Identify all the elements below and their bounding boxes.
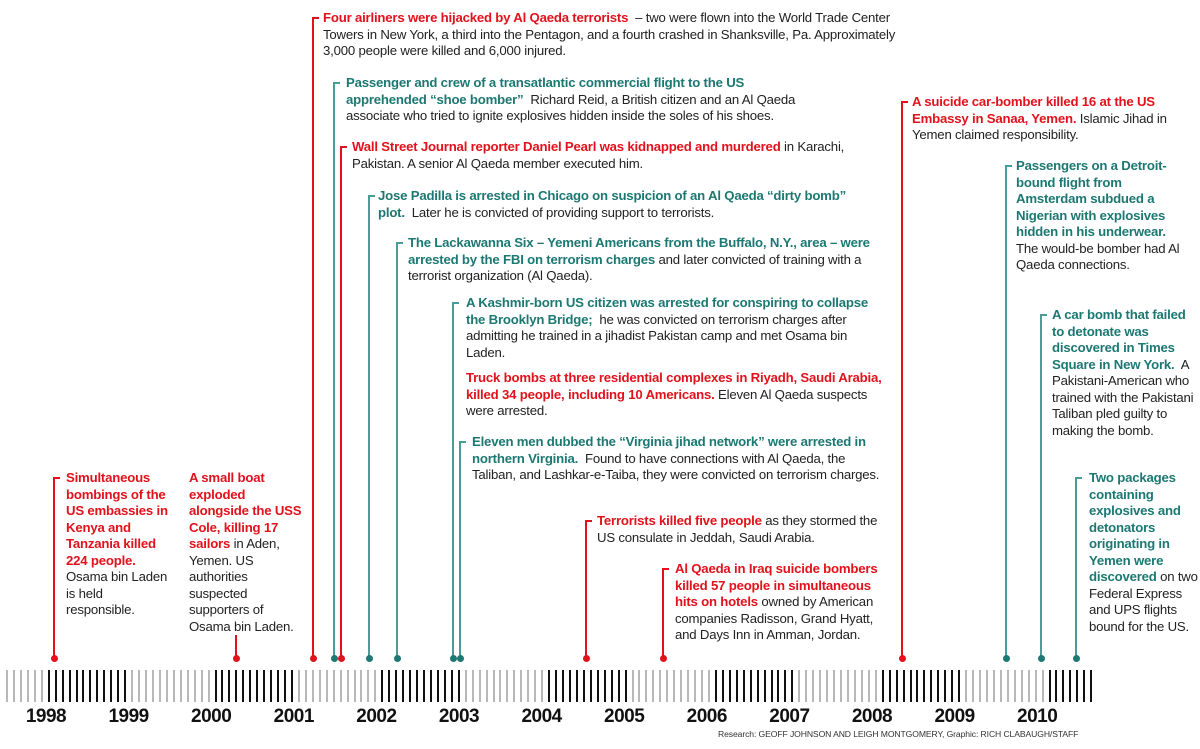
timeline-tick: [173, 670, 175, 702]
timeline-tick: [472, 670, 474, 702]
timeline-tick: [298, 670, 300, 702]
timeline-tick: [187, 670, 189, 702]
connector-line: [396, 242, 398, 661]
year-label: 2001: [273, 706, 314, 727]
timeline-tick: [409, 670, 411, 702]
timeline-tick: [326, 670, 328, 702]
timeline-tick: [13, 670, 15, 702]
timeline-tick: [381, 670, 383, 702]
event-body: Islamic Jihad in Yemen claimed responsibility.: [912, 110, 1167, 142]
timeline-tick: [208, 670, 210, 702]
timeline-tick: [743, 670, 745, 702]
timeline-tick: [979, 670, 981, 702]
timeline-tick: [506, 670, 508, 702]
event-body: A Pakistani-American who trained with the Pakistani Taliban pled guilty to making the bomb.: [1052, 356, 1194, 438]
timeline-tick: [771, 670, 773, 702]
timeline-tick: [499, 670, 501, 702]
timeline-tick: [235, 670, 237, 702]
year-label: 2006: [686, 706, 727, 727]
timeline-tick: [486, 670, 488, 702]
connector-bracket: [452, 302, 459, 304]
event-headline: A suicide car-bomber killed 16 at the US Embassy in Sanaa, Yemen.: [912, 94, 1155, 126]
timeline-tick: [34, 670, 36, 702]
connector-line: [452, 302, 454, 661]
event-headline: Two packages containing explosives and detonators originating in Yemen were discovered: [1089, 470, 1181, 584]
timeline-tick: [659, 670, 661, 702]
event-marker-dot: [1073, 655, 1080, 662]
event-amman-2005: [675, 561, 885, 644]
year-label: 2008: [851, 706, 893, 727]
connector-line: [340, 146, 342, 661]
timeline-tick: [576, 670, 578, 702]
event-headline: Wall Street Journal reporter Daniel Pearl was kidnapped and murdered: [352, 139, 781, 154]
timeline-tick: [27, 670, 29, 702]
timeline-tick: [534, 670, 536, 702]
year-label: 2005: [604, 706, 645, 727]
event-lackawanna-2002: [408, 235, 874, 285]
event-sept-11-2001: [323, 10, 903, 60]
timeline-tick: [583, 670, 585, 702]
timeline-tick: [791, 670, 793, 702]
event-marker-dot: [450, 655, 457, 662]
event-headline: Al Qaeda in Iraq suicide bombers killed 57 people in simultaneous hits on hotels: [675, 561, 878, 609]
year-label: 2003: [438, 706, 480, 727]
year-label: 2000: [191, 706, 232, 727]
timeline-tick: [103, 670, 105, 702]
event-times-square-2010: [1052, 307, 1197, 439]
timeline-tick: [673, 670, 675, 702]
timeline-tick: [1014, 670, 1016, 702]
event-headline: Passengers on a Detroit-bound flight from Amsterdam subdued a Nigerian with explosives hidden in his underwear.: [1016, 158, 1167, 239]
timeline-tick: [367, 670, 369, 702]
timeline-tick: [20, 670, 22, 702]
year-label: 2002: [356, 706, 397, 727]
timeline-tick: [493, 670, 495, 702]
timeline-tick: [1007, 670, 1009, 702]
year-label: 1998: [25, 706, 67, 727]
timeline-tick: [930, 670, 932, 702]
connector-line: [333, 82, 335, 661]
timeline-tick: [562, 670, 564, 702]
timeline-tick: [291, 670, 293, 702]
event-headline: A small boat exploded alongside the USS Cole, killing 17 sailors: [189, 470, 302, 551]
timeline-tick: [868, 670, 870, 702]
timeline-tick: [903, 670, 905, 702]
timeline-tick: [1028, 670, 1030, 702]
event-body: The would-be bomber had Al Qaeda connections.: [1016, 240, 1180, 272]
event-headline: A Kashmir-born US citizen was arrested for conspiring to collapse the Brooklyn Bridge;: [466, 295, 869, 327]
event-sanaa-2008: [912, 94, 1172, 144]
connector-bracket: [396, 242, 403, 244]
timeline-tick: [124, 670, 126, 702]
event-marker-dot: [233, 655, 240, 662]
connector-line: [53, 477, 55, 661]
timeline-tick: [312, 670, 314, 702]
timeline-tick: [340, 670, 342, 702]
timeline-tick: [638, 670, 640, 702]
event-marker-dot: [1003, 655, 1010, 662]
timeline-tick: [242, 670, 244, 702]
timeline-tick: [882, 670, 884, 702]
timeline-tick: [1021, 670, 1023, 702]
timeline-tick: [159, 670, 161, 702]
year-label: 2010: [1017, 706, 1058, 727]
event-headline: The Lackawanna Six – Yemeni Americans from the Buffalo, N.Y., area – were arrested by the FBI on terrorism charges: [408, 235, 870, 267]
connector-bracket: [1040, 314, 1047, 316]
timeline-tick: [680, 670, 682, 702]
event-marker-dot: [394, 655, 401, 662]
event-body: and later convicted of training with a terrorist organization (Al Qaeda).: [408, 251, 862, 283]
event-marker-dot: [583, 655, 590, 662]
timeline-tick: [354, 670, 356, 702]
timeline-tick: [937, 670, 939, 702]
event-body: Later he is convicted of providing support to terrorists.: [411, 204, 715, 220]
timeline-tick: [1062, 670, 1064, 702]
timeline-tick: [270, 670, 272, 702]
timeline-tick: [152, 670, 154, 702]
event-marker-dot: [1038, 655, 1045, 662]
timeline-tick: [256, 670, 258, 702]
timeline-tick: [889, 670, 891, 702]
timeline-tick: [395, 670, 397, 702]
timeline-tick: [805, 670, 807, 702]
event-body: – two were flown into the World Trade Center Towers in New York, a third into the Pentagon, and a fourth crashed in Shanksville, Pa. Approximately 3,000 people were killed and 6,000 injured.: [323, 10, 896, 58]
event-body: in Karachi, Pakistan. A senior Al Qaeda member executed him.: [352, 139, 845, 171]
connector-line: [1040, 314, 1042, 661]
timeline-tick: [819, 670, 821, 702]
timeline-tick: [62, 670, 64, 702]
timeline-tick: [180, 670, 182, 702]
timeline-tick: [750, 670, 752, 702]
event-brooklyn-bridge-2003: [466, 295, 886, 361]
timeline-tick: [388, 670, 390, 702]
timeline-tick: [6, 670, 8, 702]
timeline-tick: [993, 670, 995, 702]
timeline-tick: [694, 670, 696, 702]
timeline-tick: [55, 670, 57, 702]
connector-bracket: [1075, 477, 1082, 479]
connector-line: [1075, 477, 1077, 661]
timeline-tick: [708, 670, 710, 702]
timeline-tick: [423, 670, 425, 702]
event-marker-dot: [899, 655, 906, 662]
timeline-tick: [96, 670, 98, 702]
timeline-tick: [701, 670, 703, 702]
event-padilla-2002: [378, 188, 848, 221]
timeline-tick: [82, 670, 84, 702]
timeline-tick: [764, 670, 766, 702]
connector-line: [662, 568, 664, 661]
timeline-tick: [687, 670, 689, 702]
timeline-tick: [305, 670, 307, 702]
timeline-tick: [1090, 670, 1092, 702]
timeline-tick: [513, 670, 515, 702]
connector-bracket: [1005, 165, 1012, 167]
timeline-tick: [541, 670, 543, 702]
connector-bracket: [459, 441, 466, 443]
timeline-tick: [221, 670, 223, 702]
event-body: Eleven Al Qaeda suspects were arrested.: [466, 386, 868, 418]
timeline-tick: [416, 670, 418, 702]
event-marker-dot: [51, 655, 58, 662]
event-detroit-2009: [1016, 158, 1186, 274]
timeline-tick: [729, 670, 731, 702]
year-label: 2004: [521, 706, 562, 727]
timeline-tick: [1042, 670, 1044, 702]
timeline-tick: [263, 670, 265, 702]
timeline-tick: [666, 670, 668, 702]
timeline-tick: [597, 670, 599, 702]
timeline-tick: [527, 670, 529, 702]
event-headline: Passenger and crew of a transatlantic commercial flight to the US apprehended “shoe bomber”: [346, 75, 745, 107]
timeline-tick: [444, 670, 446, 702]
timeline-tick: [402, 670, 404, 702]
timeline-tick: [826, 670, 828, 702]
timeline-tick: [923, 670, 925, 702]
timeline-tick: [194, 670, 196, 702]
timeline-tick: [1049, 670, 1051, 702]
event-marker-dot: [660, 655, 667, 662]
timeline-tick: [618, 670, 620, 702]
timeline-tick: [117, 670, 119, 702]
timeline-tick: [715, 670, 717, 702]
event-body: owned by American companies Radisson, Grand Hyatt, and Days Inn in Amman, Jordan.: [675, 594, 874, 642]
timeline-tick: [833, 670, 835, 702]
connector-bracket: [312, 17, 319, 19]
connector-bracket: [53, 477, 60, 479]
timeline-tick: [277, 670, 279, 702]
timeline-tick: [847, 670, 849, 702]
year-label: 2009: [934, 706, 975, 727]
event-headline: Four airliners were hijacked by Al Qaeda terrorists: [323, 10, 629, 25]
event-body: Richard Reid, a British citizen and an Al Qaeda associate who tried to ignite explosives hidden inside the soles of his shoes.: [346, 91, 796, 123]
timeline-tick: [555, 670, 557, 702]
timeline-tick: [854, 670, 856, 702]
event-body: in Aden, Yemen. US authorities suspected supporters of Osama bin Laden.: [189, 536, 294, 634]
event-headline: Simultaneous bombings of the US embassies in Kenya and Tanzania killed 224 people.: [66, 470, 168, 568]
event-headline: Jose Padilla is arrested in Chicago on suspicion of an Al Qaeda “dirty bomb” plot.: [378, 188, 846, 220]
timeline-tick: [1069, 670, 1071, 702]
timeline-tick: [48, 670, 50, 702]
timeline-tick: [1035, 670, 1037, 702]
timeline-tick: [465, 670, 467, 702]
timeline-tick: [131, 670, 133, 702]
timeline-tick: [69, 670, 71, 702]
connector-bracket: [333, 82, 340, 84]
timeline-tick: [958, 670, 960, 702]
timeline-tick: [138, 670, 140, 702]
event-packages-2010: [1089, 470, 1199, 635]
timeline-tick: [319, 670, 321, 702]
timeline-tick: [1000, 670, 1002, 702]
connector-bracket: [585, 520, 592, 522]
year-label: 2007: [769, 706, 810, 727]
event-daniel-pearl-2002: [352, 139, 852, 172]
timeline-tick: [604, 670, 606, 702]
timeline-tick: [875, 670, 877, 702]
credit-line: Research: GEOFF JOHNSON AND LEIGH MONTGOMERY, Graphic: RICH CLABAUGH/STAFF: [718, 729, 1079, 739]
connector-line: [901, 101, 903, 661]
event-headline: Truck bombs at three residential complexes in Riyadh, Saudi Arabia, killed 34 people, including 10 Americans.: [466, 370, 882, 402]
event-body: Osama bin Laden is held responsible.: [66, 569, 168, 617]
event-body: Found to have connections with Al Qaeda, the Taliban, and Lashkar-e-Taiba, they were convicted on terrorism charges.: [472, 450, 880, 482]
connector-bracket: [340, 146, 347, 148]
timeline-tick: [374, 670, 376, 702]
timeline-tick: [437, 670, 439, 702]
timeline-tick: [944, 670, 946, 702]
timeline-tick: [145, 670, 147, 702]
connector-bracket: [662, 568, 669, 570]
event-uss-cole-2000: [189, 470, 307, 635]
timeline-tick: [166, 670, 168, 702]
connector-line: [1005, 165, 1007, 661]
event-jeddah-2004: [597, 513, 897, 546]
timeline-tick: [451, 670, 453, 702]
connector-line: [585, 520, 587, 661]
timeline-tick: [986, 670, 988, 702]
timeline-tick: [41, 670, 43, 702]
connector-line: [368, 195, 370, 661]
timeline-tick: [569, 670, 571, 702]
connector-line: [312, 17, 314, 661]
timeline-tick: [840, 670, 842, 702]
timeline-tick: [812, 670, 814, 702]
timeline-tick: [76, 670, 78, 702]
timeline-tick: [1083, 670, 1085, 702]
connector-bracket: [901, 101, 908, 103]
timeline-tick: [910, 670, 912, 702]
timeline-tick: [916, 670, 918, 702]
timeline-tick: [645, 670, 647, 702]
timeline-tick: [333, 670, 335, 702]
timeline-tick: [284, 670, 286, 702]
timeline-tick: [784, 670, 786, 702]
event-body: as they stormed the US consulate in Jeddah, Saudi Arabia.: [597, 513, 878, 545]
timeline-tick: [520, 670, 522, 702]
timeline-tick: [1076, 670, 1078, 702]
timeline-tick: [972, 670, 974, 702]
timeline-tick: [590, 670, 592, 702]
timeline-tick: [110, 670, 112, 702]
event-shoe-bomber-2001: [346, 75, 806, 125]
event-marker-dot: [366, 655, 373, 662]
timeline-tick: [360, 670, 362, 702]
timeline-tick: [430, 670, 432, 702]
timeline-tick: [625, 670, 627, 702]
timeline-tick: [1055, 670, 1057, 702]
event-headline: Eleven men dubbed the “Virginia jihad network” were arrested in northern Virginia.: [472, 434, 866, 466]
timeline-tick: [201, 670, 203, 702]
timeline-tick: [458, 670, 460, 702]
timeline-tick: [479, 670, 481, 702]
timeline-tick: [611, 670, 613, 702]
event-headline: A car bomb that failed to detonate was discovered in Times Square in New York.: [1052, 307, 1186, 372]
timeline-tick: [632, 670, 634, 702]
timeline-tick: [965, 670, 967, 702]
event-body: he was convicted on terrorism charges after admitting he trained in a jihadist Pakistan camp and met Osama bin Laden.: [466, 311, 848, 360]
timeline-tick: [861, 670, 863, 702]
event-headline: Terrorists killed five people: [597, 513, 762, 528]
timeline-tick: [722, 670, 724, 702]
timeline-tick: [777, 670, 779, 702]
event-marker-dot: [331, 655, 338, 662]
event-body: on two Federal Express and UPS flights bound for the US.: [1089, 569, 1198, 634]
timeline-tick: [249, 670, 251, 702]
timeline-tick: [228, 670, 230, 702]
event-marker-dot: [457, 655, 464, 662]
timeline-tick: [89, 670, 91, 702]
event-marker-dot: [338, 655, 345, 662]
timeline-tick: [548, 670, 550, 702]
timeline-tick: [215, 670, 217, 702]
timeline-tick: [736, 670, 738, 702]
event-embassies-1998: [66, 470, 174, 619]
year-label: 1999: [108, 706, 149, 727]
connector-line: [459, 441, 461, 661]
event-riyadh-2003: [466, 370, 886, 420]
timeline-tick: [652, 670, 654, 702]
connector-bracket: [368, 195, 375, 197]
timeline-tick: [757, 670, 759, 702]
event-marker-dot: [310, 655, 317, 662]
timeline-tick: [896, 670, 898, 702]
timeline-tick: [347, 670, 349, 702]
timeline-tick: [798, 670, 800, 702]
timeline-tick: [951, 670, 953, 702]
event-virginia-jihad-2003: [472, 434, 892, 484]
